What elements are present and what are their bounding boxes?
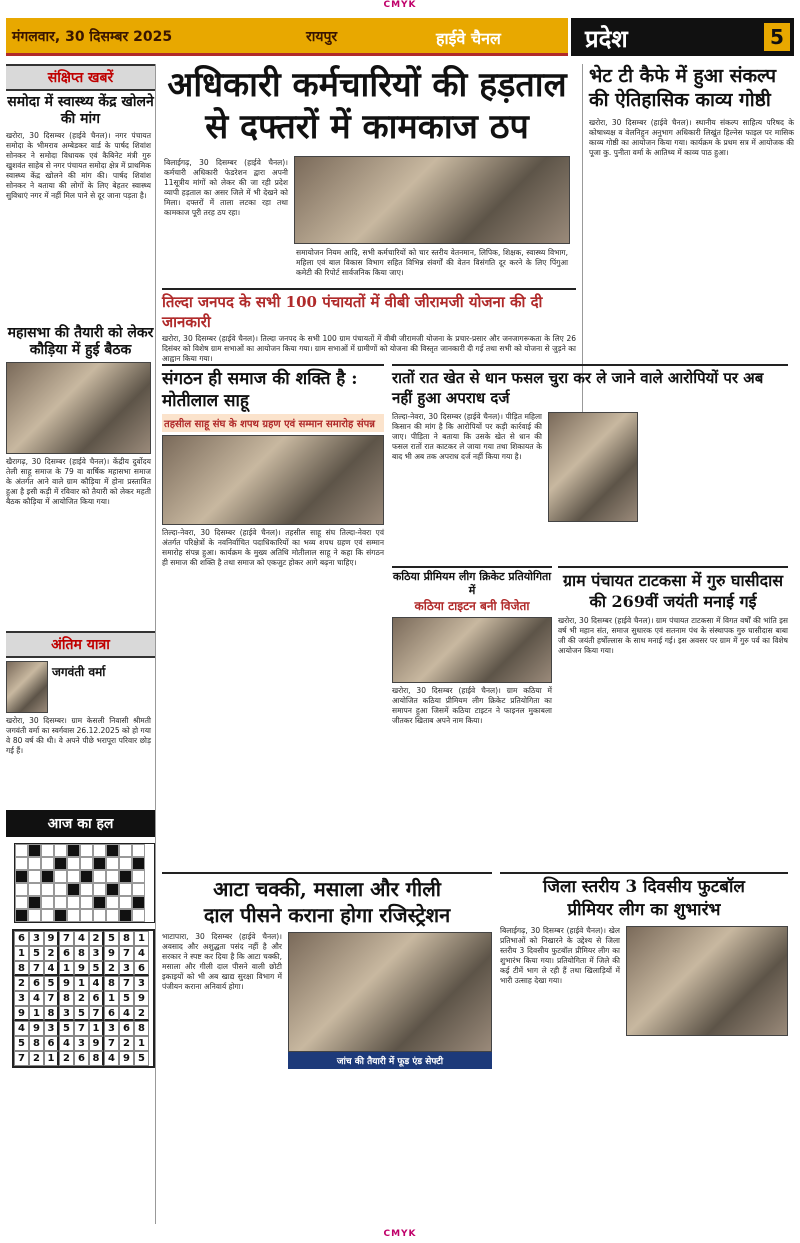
- football-photo: [626, 926, 788, 1036]
- cafe-text: खरोरा, 30 दिसम्बर (हाईवे चैनल)। स्थानीय संकल्प साहित्य परिषद के कोषाध्यक्ष व वेलनिहुन अनुभाग अधिकारी लिखुंत हिल्नेस फाइल पर मासिक काव्य गोष्ठी का आयोजन किया गया। कार्यक्रम के प्रथम सत्र में आयोजक की पूजा कु. पुनीता वर्मा के आतिथ्य में काव्य पाठ हुआ।: [589, 118, 794, 157]
- sudoku-cell: 3: [89, 946, 104, 961]
- meeting-headline: महासभा की तैयारी को लेकर कौड़िया में हुई बैठक: [7, 325, 154, 358]
- sudoku-cell: 1: [14, 946, 29, 961]
- tilda-headline: तिल्दा जनपद के सभी 100 पंचायतों में वीबी जीरामजी योजना की दी जानकारी: [162, 293, 543, 331]
- sudoku-cell: 7: [104, 1036, 119, 1051]
- sudoku-cell: 6: [59, 946, 74, 961]
- sudoku-cell: 4: [14, 1021, 29, 1036]
- sudoku-cell: 8: [29, 1036, 44, 1051]
- samaj-subheadline: तहसील साहू संघ के शपथ ग्रहण एवं सम्मान समारोह संपन्न: [162, 414, 384, 432]
- sudoku-cell: 3: [134, 976, 149, 991]
- sudoku-cell: 1: [29, 1006, 44, 1021]
- lead-photo: [294, 156, 570, 244]
- chakki-caption: जांच की तैयारी में फूड एंड सेफ्टी: [288, 1052, 492, 1069]
- samaj-story: [162, 364, 384, 869]
- sudoku-cell: 7: [44, 991, 59, 1006]
- sudoku-cell: 6: [89, 991, 104, 1006]
- sudoku-cell: 1: [59, 961, 74, 976]
- cricket-text: खरोरा, 30 दिसम्बर (हाईवे चैनल)। ग्राम कठिया में आयोजित कठिया प्रीमियम लीग क्रिकेट प्रतियोगिता का समापन हुआ जिसमें कठिया टाइटन ने फाइनल मुकाबला जीतकर खिताब अपने नाम किया।: [392, 686, 552, 725]
- sudoku-cell: 1: [134, 931, 149, 946]
- sudoku-cell: 7: [29, 961, 44, 976]
- sudoku-cell: 8: [44, 1006, 59, 1021]
- left-sidebar: [6, 64, 156, 1224]
- samaj-headline: संगठन ही समाज की शक्ति है : मोतीलाल साहू: [162, 369, 358, 411]
- sudoku-cell: 8: [134, 1021, 149, 1036]
- ghasidas-text: खरोरा, 30 दिसम्बर (हाईवे चैनल)। ग्राम पंचायत टाटकसा में विगत वर्षों की भांति इस वर्ष भी महान संत, समाज सुधारक एवं सतनाम पंथ के संस्थापक गुरु घासीदास बाबा जी की जयंती हर्षोल्लास के साथ मनाई गई। इस अवसर पर ग्राम में गुरु पर्व का विशेष आयोजन किया गया।: [558, 616, 788, 655]
- sudoku-cell: 9: [29, 1021, 44, 1036]
- masthead-city: रायपुर: [306, 29, 338, 45]
- sudoku-cell: 6: [14, 931, 29, 946]
- sudoku-cell: 2: [44, 946, 59, 961]
- lead-text-2: समायोजन नियम आदि, सभी कर्मचारियों को चार स्तरीय वेतनमान, लिपिक, शिक्षक, स्वास्थ्य विभाग, महिला एवं बाल विकास विभाग सहित विभिन्न संवर्गों की वेतन विसंगति दूर करने के लिए पिंगुआ कमेटी की रिपोर्ट सार्वजनिक किया जाए।: [296, 248, 568, 277]
- ghasidas-story: [558, 566, 788, 866]
- sudoku-cell: 7: [59, 931, 74, 946]
- obituary-block: [6, 661, 155, 713]
- chakki-photo: [288, 932, 492, 1052]
- sudoku-cell: 2: [104, 961, 119, 976]
- chakki-figure: [288, 932, 492, 1202]
- football-story: [500, 872, 788, 1222]
- masthead: [6, 18, 794, 58]
- sudoku-cell: 4: [44, 961, 59, 976]
- obituary-name: जगवंती वर्मा: [52, 665, 106, 679]
- sudoku-cell: 6: [134, 961, 149, 976]
- sudoku-cell: 2: [59, 1051, 74, 1066]
- ghasidas-headline: ग्राम पंचायत टाटकसा में गुरु घासीदास की 269वीं जयंती मनाई गई: [562, 571, 784, 611]
- sudoku-cell: 9: [59, 976, 74, 991]
- sudoku-cell: 9: [89, 1036, 104, 1051]
- sudoku-cell: 3: [119, 961, 134, 976]
- samaj-photo: [162, 435, 384, 525]
- sudoku-cell: 4: [134, 946, 149, 961]
- sudoku-cell: 5: [89, 961, 104, 976]
- chakki-body: [162, 932, 492, 1202]
- lead-text-1: बिलाईगढ़, 30 दिसम्बर (हाईवे चैनल)। कर्मचारी अधिकारी फेडरेशन द्वारा अपनी 11सूत्रीय मांगों को लेकर की जा रही प्रदेश व्यापी हड़ताल का असर जिले में भी देखने को मिला। दफ्तरों में ताला लटका रहा तथा कामकाज पूरी तरह ठप रहा।: [164, 158, 288, 217]
- brief-banner: संक्षिप्त खबरें: [6, 64, 155, 91]
- tilda-text: खरोरा, 30 दिसम्बर (हाईवे चैनल)। तिल्दा जनपद के सभी 100 ग्राम पंचायतों में वीबी जीरामजी योजना के प्रचार-प्रसार और जनजागरूकता के लिए 26 दिसंबर को विशेष ग्राम सभाओं का आयोजन किया गया। ग्राम सभाओं में ग्रामीणों को योजना की विस्तृत जानकारी दी गई तथा सभी को योजना से जुड़ने का आह्वान किया गया।: [162, 334, 576, 363]
- sudoku-cell: 7: [89, 1006, 104, 1021]
- sudoku-cell: 2: [14, 976, 29, 991]
- bottom-cmyk-mark: CMYK: [383, 1229, 417, 1239]
- cricket-headline-2: कठिया टाइटन बनी विजेता: [414, 599, 530, 613]
- sudoku-cell: 5: [29, 946, 44, 961]
- sudoku-cell: 6: [74, 1051, 89, 1066]
- sudoku-cell: 4: [89, 976, 104, 991]
- lead-headline-2: से दफ्तरों में कामकाज ठप: [205, 107, 529, 147]
- sudoku-cell: 1: [104, 991, 119, 1006]
- sudoku-cell: 1: [74, 976, 89, 991]
- meeting-photo: [6, 362, 151, 454]
- sudoku-cell: 2: [89, 931, 104, 946]
- cricket-story: [392, 566, 552, 866]
- chakki-text: भाटापारा, 30 दिसम्बर (हाईवे चैनल)। अवसाद और अशुद्धता पसंद नहीं है और सरकार ने स्पष्ट कर दिया है कि आटा चक्की, मसाला और गीली दाल पीसने वाली छोटी इकाइयों को भी अब खाद्य सुरक्षा विभाग में पंजीयन कराना अनिवार्य होगा।: [162, 932, 282, 991]
- masthead-date: मंगलवार, 30 दिसम्बर 2025: [12, 29, 173, 45]
- sudoku-cell: 9: [104, 946, 119, 961]
- khet-story: [392, 364, 788, 564]
- tilda-story: [162, 288, 576, 363]
- lead-headline-1: अधिकारी कर्मचारियों की हड़ताल: [167, 65, 567, 105]
- obituary-text: खरोरा, 30 दिसम्बर। ग्राम केसली निवासी श्रीमती जगवंती वर्मा का स्वर्गवास 26.12.2025 को हो गया वे 80 वर्ष की थी। वे अपने पीछे भरापूरा परिवार छोड़ गई हैं।: [6, 716, 151, 755]
- chakki-story: [162, 872, 492, 1222]
- section-bar: [571, 18, 794, 56]
- brief-headline: समोदा में स्वास्थ्य केंद्र खोलने की मांग: [7, 94, 154, 127]
- sudoku-cell: 2: [29, 1051, 44, 1066]
- sudoku-cell: 3: [59, 1006, 74, 1021]
- khet-headline: रातों रात खेत से धान फसल चुरा कर ले जाने वाले आरोपियों पर अब नहीं हुआ अपराध दर्ज: [392, 369, 764, 407]
- football-headline-2: प्रीमियर लीग का शुभारंभ: [567, 900, 721, 920]
- football-headline-1: जिला स्तरीय 3 दिवसीय फुटबॉल: [543, 877, 745, 897]
- top-cmyk-mark: CMYK: [383, 0, 417, 10]
- sudoku-cell: 7: [119, 946, 134, 961]
- sudoku-cell: 3: [44, 1021, 59, 1036]
- sudoku-cell: 4: [59, 1036, 74, 1051]
- sudoku-cell: 3: [74, 1036, 89, 1051]
- sudoku-cell: 1: [44, 1051, 59, 1066]
- samaj-text: तिल्दा-नेवरा, 30 दिसम्बर (हाईवे चैनल)। तहसील साहू संघ तिल्दा-नेवरा एवं अंतर्गत परिक्षेत्रों के नवनिर्वाचित पदाधिकारियों का भव्य शपथ ग्रहण एवं सम्मान समारोह संपन्न हुआ। कार्यक्रम के मुख्य अतिथि मोतीलाल साहू ने कहा कि संगठन ही समाज की शक्ति है तथा समाज को एकजुट होकर आगे बढ़ना चाहिए।: [162, 528, 384, 567]
- sudoku-cell: 2: [119, 1036, 134, 1051]
- sudoku-cell: 1: [134, 1036, 149, 1051]
- sudoku-cell: 6: [44, 1036, 59, 1051]
- sudoku-cell: 8: [59, 991, 74, 1006]
- sudoku-cell: 2: [74, 991, 89, 1006]
- sudoku-cell: 9: [134, 991, 149, 1006]
- lead-headline-block: [162, 64, 572, 154]
- sudoku-cell: 6: [29, 976, 44, 991]
- chakki-headline-2: दाल पीसने कराना होगा रजिस्ट्रेशन: [203, 903, 451, 927]
- khet-body: [392, 412, 788, 562]
- sudoku-cell: 5: [119, 991, 134, 1006]
- obituary-banner: अंतिम यात्रा: [6, 631, 155, 658]
- sudoku-cell: 5: [134, 1051, 149, 1066]
- sudoku-grid: [12, 929, 155, 1068]
- sudoku-cell: 7: [74, 1021, 89, 1036]
- sudoku-cell: 8: [89, 1051, 104, 1066]
- sudoku-cell: 4: [29, 991, 44, 1006]
- masthead-bar: [6, 18, 568, 56]
- sudoku-cell: 9: [14, 1006, 29, 1021]
- khet-text: तिल्दा-नेवरा, 30 दिसम्बर (हाईवे चैनल)। पीड़ित महिला किसान की मांग है कि आरोपियों पर कड़ी कार्रवाई की जाए। पीड़िता ने बताया कि उसके खेत से धान की फसल रातों रात काटकर ले जाया गया तथा शिकायत के बाद भी अब तक अपराध दर्ज नहीं किया गया है।: [392, 412, 542, 461]
- sudoku-cell: 3: [14, 991, 29, 1006]
- sudoku-cell: 5: [14, 1036, 29, 1051]
- sudoku-cell: 4: [104, 1051, 119, 1066]
- cafe-headline: भेट टी कैफे में हुआ संकल्प की ऐतिहासिक काव्य गोष्ठी: [589, 65, 776, 111]
- sudoku-cell: 2: [134, 1006, 149, 1021]
- sudoku-cell: 3: [104, 1021, 119, 1036]
- sudoku-cell: 7: [119, 976, 134, 991]
- sudoku-cell: 6: [104, 1006, 119, 1021]
- cricket-photo: [392, 617, 552, 683]
- sudoku-cell: 8: [104, 976, 119, 991]
- khet-photo: [548, 412, 638, 522]
- sudoku-cell: 4: [74, 931, 89, 946]
- sudoku-cell: 9: [74, 961, 89, 976]
- sudoku-cell: 9: [119, 1051, 134, 1066]
- obituary-photo: [6, 661, 48, 713]
- sudoku-cell: 9: [44, 931, 59, 946]
- puzzle-banner: आज का हल: [6, 810, 155, 837]
- cricket-headline-1: कठिया प्रीमियम लीग क्रिकेट प्रतियोगिता में: [392, 570, 552, 597]
- sudoku-cell: 5: [59, 1021, 74, 1036]
- meeting-text: खैरागढ़, 30 दिसम्बर (हाईवे चैनल)। केंद्रीय दुर्वोदय तेली साहू समाज के 79 वा वार्षिक महासभा समाज के अंतर्गत आने वाले ग्राम कौड़िया में होना प्रस्तावित हुआ है इसी कड़ी में रविवार को तैयारी को लेकर महती बैठक कौड़िया में आयोजित किया गया।: [6, 457, 151, 506]
- sudoku-cell: 5: [104, 931, 119, 946]
- sudoku-cell: 8: [119, 931, 134, 946]
- crossword-grid: [14, 843, 155, 923]
- sudoku-cell: 5: [74, 1006, 89, 1021]
- masthead-brand: हाईवे चैनल: [436, 29, 501, 48]
- sudoku-cell: 3: [29, 931, 44, 946]
- sudoku-cell: 7: [14, 1051, 29, 1066]
- sudoku-cell: 6: [119, 1021, 134, 1036]
- chakki-headline-1: आटा चक्की, मसाला और गीली: [213, 877, 441, 901]
- sudoku-cell: 5: [44, 976, 59, 991]
- football-body: [500, 926, 788, 1196]
- sudoku-cell: 1: [89, 1021, 104, 1036]
- page-number: 5: [764, 23, 790, 51]
- sudoku-cell: 4: [119, 1006, 134, 1021]
- sudoku-cell: 8: [74, 946, 89, 961]
- brief-text: खरोरा, 30 दिसम्बर (हाईवे चैनल)। नगर पंचायत समोदा के भीमराव अम्बेडकर वार्ड के पार्षद शिवांश सोनकर ने समोदा विधायक एवं कैबिनेट मंत्री गुरु खुशवंत साहेब से नगर पंचायत समोदा क्षेत्र में प्राथमिक स्वास्थ्य केंद्र खोलने की मांग की। पार्षद शिवांश सोनकर ने बताया की लोगों के लिए बेहतर स्वास्थ्य सुविधाएं नगर में नहीं मिल पाने से दूर जाना पड़ता है।: [6, 131, 151, 200]
- section-title: प्रदेश: [585, 25, 628, 53]
- football-text: बिलाईगढ़, 30 दिसम्बर (हाईवे चैनल)। खेल प्रतिभाओं को निखारने के उद्देश्य से जिला स्तरीय 3 दिवसीय फुटबॉल प्रीमियर लीग का शुभारंभ किया गया। प्रतियोगिता में जिले की कई टीमें भाग ले रही हैं तथा खिलाड़ियों में भारी उत्साह देखा गया।: [500, 926, 620, 985]
- sudoku-cell: 8: [14, 961, 29, 976]
